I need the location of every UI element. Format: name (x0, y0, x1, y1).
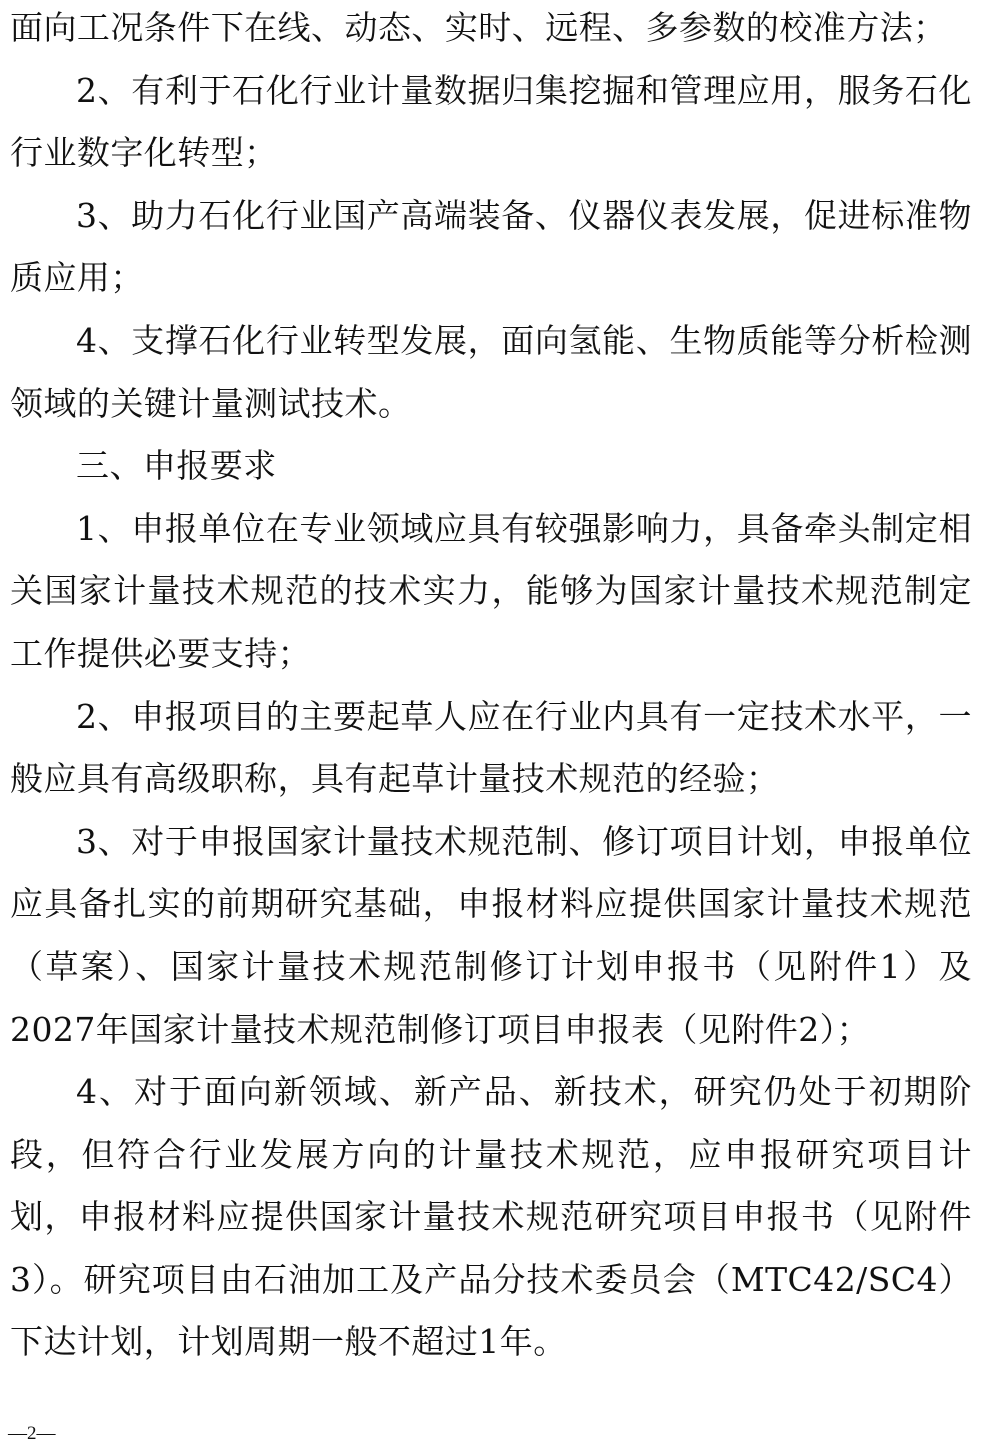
page-number: —2— (8, 1423, 56, 1444)
paragraph-item-4: 4、支撑石化行业转型发展，面向氢能、生物质能等分析检测领域的关键计量测试技术。 (10, 320, 972, 423)
requirement-2: 2、申报项目的主要起草人应在行业内具有一定技术水平，一般应具有高级职称，具有起草计量技术规范的经验； (10, 696, 972, 799)
requirement-3: 3、对于申报国家计量技术规范制、修订项目计划，申报单位应具备扎实的前期研究基础，申报材料应提供国家计量技术规范（草案）、国家计量技术规范制修订计划申报书（见附件1）及2027年国家计量技术规范制修订项目申报表（见附件2）； (10, 821, 972, 1049)
requirement-4: 4、对于面向新领域、新产品、新技术，研究仍处于初期阶段，但符合行业发展方向的计量技术规范，应申报研究项目计划，申报材料应提供国家计量技术规范研究项目申报书（见附件3）。研究项目由石油加工及产品分技术委员会（MTC42/SC4）下达计划，计划周期一般不超过1年。 (10, 1072, 972, 1362)
section-heading: 三、申报要求 (76, 446, 277, 486)
requirement-1: 1、申报单位在专业领域应具有较强影响力，具备牵头制定相关国家计量技术规范的技术实力，能够为国家计量技术规范制定工作提供必要支持； (10, 508, 972, 673)
paragraph-item-2: 2、有利于石化行业计量数据归集挖掘和管理应用，服务石化行业数字化转型； (10, 70, 972, 173)
paragraph-item-3: 3、助力石化行业国产高端装备、仪器仪表发展，促进标准物质应用； (10, 195, 972, 298)
body-text (10, 0, 972, 1374)
paragraph-continuation: 面向工况条件下在线、动态、实时、远程、多参数的校准方法； (10, 8, 947, 47)
